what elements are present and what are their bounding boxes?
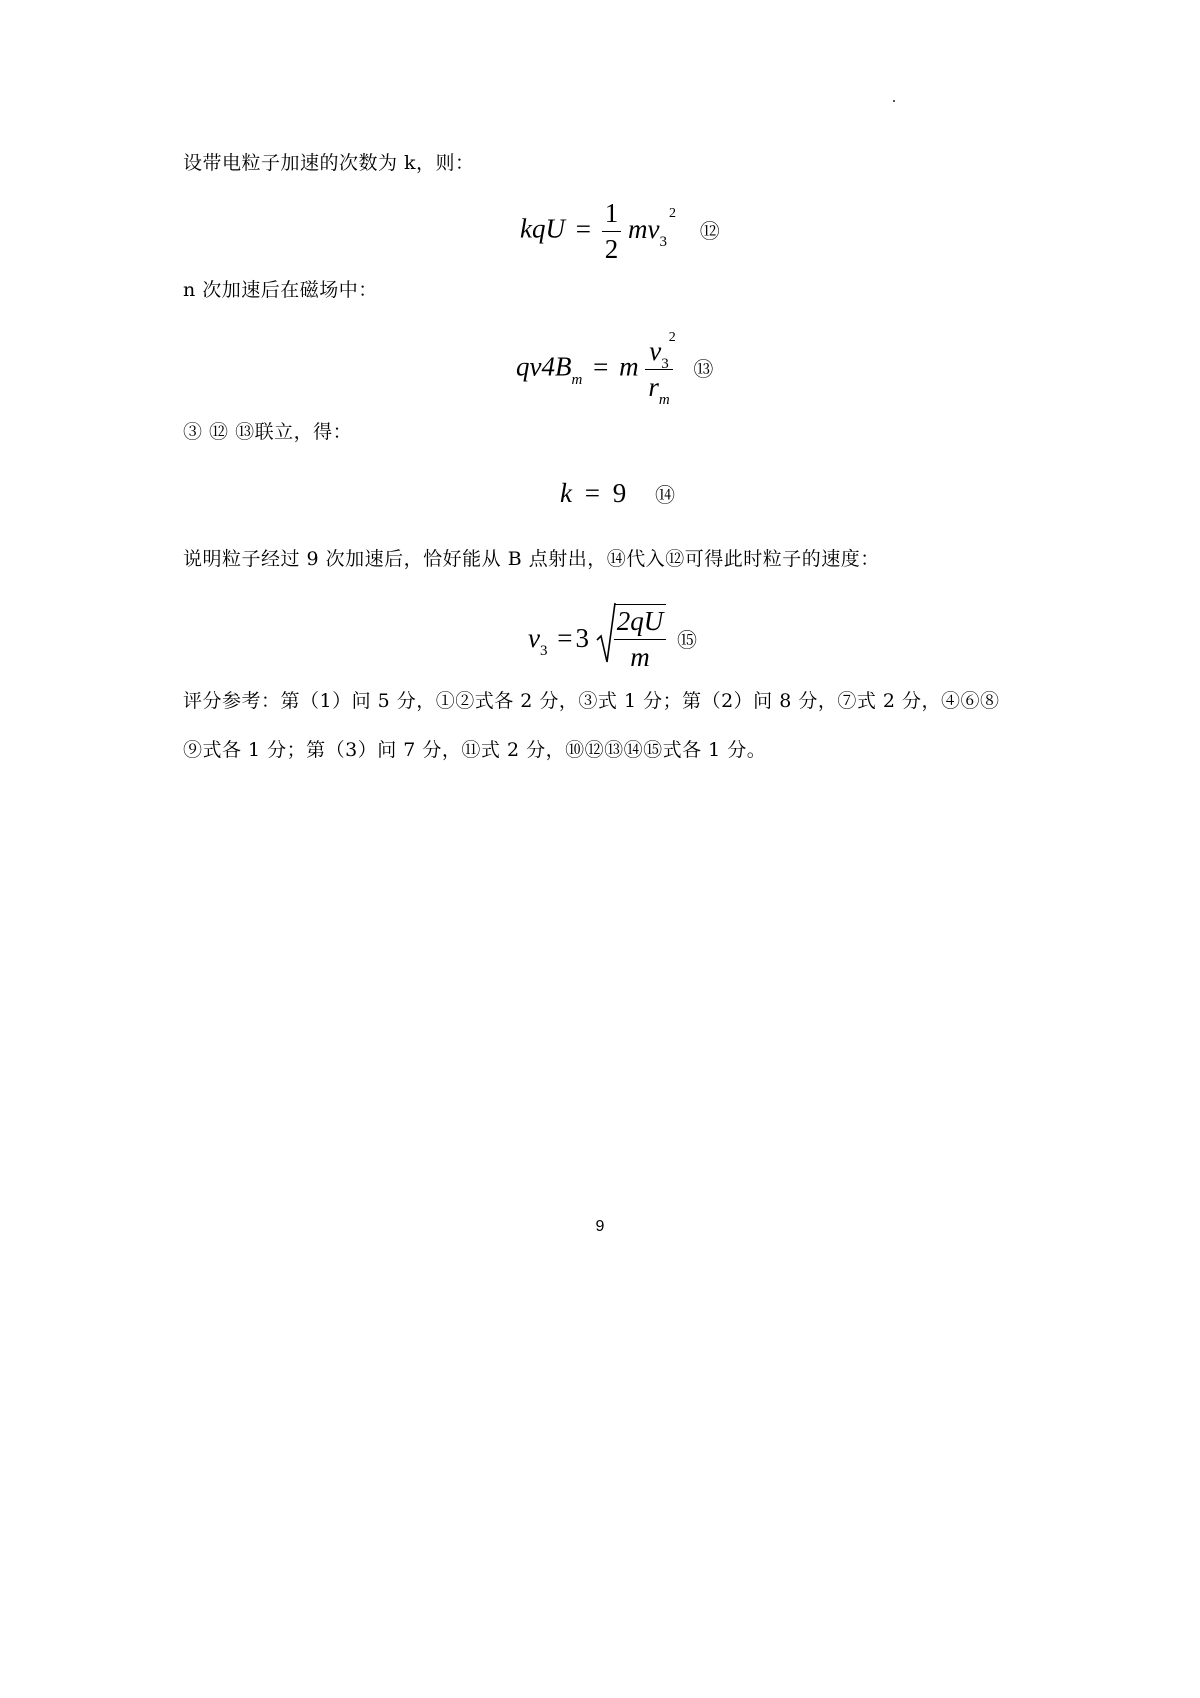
eq13-lhs-sub: m [571, 371, 583, 388]
paragraph-3: ③ ⑫ ⑬联立，得： [183, 421, 353, 443]
eq12-frac-num: 1 [604, 198, 619, 228]
eq14-lhs: k [560, 478, 572, 508]
eq12-sub: 3 [659, 233, 667, 250]
equation-14 [560, 478, 675, 509]
eq13-tag: ⑬ [693, 356, 714, 381]
eq15-equals: = [557, 623, 573, 653]
eq13-num-v: v [649, 336, 662, 366]
eq15-rad-den: m [614, 639, 667, 673]
eq13-num-sup: 2 [668, 330, 676, 345]
paragraph-4: 说明粒子经过 9 次加速后，恰好能从 B 点射出，⑭代入⑫可得此时粒子的速度： [183, 548, 880, 570]
eq13-den-r: r [648, 372, 659, 402]
eq13-fraction [645, 330, 676, 408]
eq12-lhs: kqU [520, 213, 565, 244]
eq12-tag: ⑫ [699, 218, 720, 243]
eq12-frac-den: 2 [602, 231, 622, 265]
radical-sign-icon [596, 602, 616, 666]
eq13-frac-den [645, 369, 672, 408]
eq15-coef: 3 [575, 623, 589, 653]
eq14-equals: = [584, 478, 600, 508]
eq13-den-sub: m [658, 392, 670, 408]
stray-dot [893, 100, 895, 102]
eq12-equals: = [575, 213, 591, 244]
page-number: 9 [595, 1218, 605, 1235]
paragraph-2: n 次加速后在磁场中： [183, 279, 378, 301]
eq14-tag: ⑭ [654, 483, 675, 507]
eq12-fraction [602, 198, 622, 265]
eq13-frac-num [645, 330, 676, 372]
paragraph-5: 评分参考：第（1）问 5 分，①②式各 2 分，③式 1 分；第（2）问 8 分，⑦式 2 分，④⑥⑧ [183, 690, 1000, 712]
eq13-m: m [619, 351, 639, 382]
equation-13 [516, 330, 714, 408]
eq15-radical [596, 604, 667, 673]
eq15-lhs-sub: 3 [539, 643, 548, 659]
eq15-lhs: v [528, 623, 540, 653]
paragraph-6: ⑨式各 1 分；第（3）问 7 分，⑪式 2 分，⑩⑫⑬⑭⑮式各 1 分。 [183, 739, 767, 761]
eq13-lhs: qv4B [516, 351, 572, 382]
eq12-sup: 2 [668, 205, 676, 221]
eq14-rhs: 9 [612, 478, 627, 508]
eq15-fraction [614, 604, 667, 673]
equation-12 [520, 198, 720, 265]
eq13-num-sub: 3 [661, 356, 669, 372]
equation-15 [528, 604, 697, 673]
paragraph-1: 设带电粒子加速的次数为 k，则： [183, 152, 475, 174]
eq13-equals: = [593, 351, 609, 382]
eq12-mv: mv [627, 213, 660, 244]
eq15-tag: ⑮ [676, 628, 697, 652]
eq15-rad-num: 2qU [616, 606, 664, 636]
